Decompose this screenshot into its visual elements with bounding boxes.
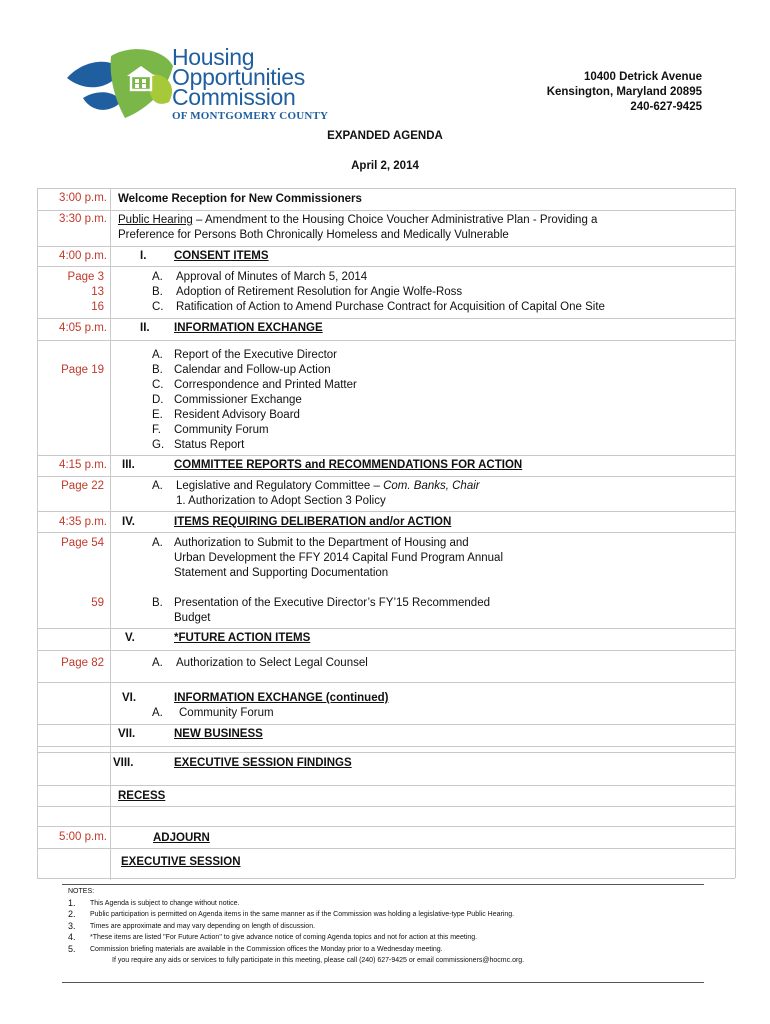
section-items-deliberation: ITEMS REQUIRING DELIBERATION and/or ACTION [174, 516, 452, 528]
notes-bottom-divider [62, 982, 704, 983]
committee-reports-list [152, 479, 480, 509]
row-divider [37, 188, 735, 189]
note-number: 4. [68, 932, 76, 942]
note-text: Public participation is permitted on Agenda items in the same manner as if the Commission was holding a legislative-type Public Hearing. [90, 911, 515, 918]
item-text-main: Legislative and Regulatory Committee – [176, 480, 384, 492]
time-slot: 4:00 p.m. [59, 250, 107, 262]
public-hearing-text: – Amendment to the Housing Choice Voucher Administrative Plan - Providing a [192, 214, 598, 226]
row-divider [37, 455, 735, 456]
page-ref[interactable]: 59 [91, 597, 104, 609]
list-item [152, 378, 357, 393]
item-letter: E. [152, 409, 163, 421]
future-action-list [152, 656, 368, 671]
row-divider [37, 752, 735, 753]
section-number: VI. [122, 692, 137, 704]
column-divider [110, 188, 111, 880]
time-slot: 4:35 p.m. [59, 516, 107, 528]
committee-chair: Com. Banks, Chair [383, 480, 480, 492]
sub-item: 1. Authorization to Adopt Section 3 Policy [176, 495, 386, 507]
item-text-line: Urban Development the FFY 2014 Capital Fund Program Annual [174, 552, 504, 564]
row-divider [37, 826, 735, 827]
row-divider [37, 848, 735, 849]
org-name [172, 44, 329, 122]
section-information-exchange-continued: INFORMATION EXCHANGE (continued) [174, 692, 389, 704]
list-item [152, 706, 274, 721]
item-text [174, 536, 503, 581]
row-divider [37, 476, 735, 477]
page-ref[interactable]: Page 3 [67, 271, 104, 283]
item-letter: A. [152, 349, 163, 361]
section-consent-items: CONSENT ITEMS [174, 250, 269, 262]
notes-divider [62, 884, 704, 885]
row-divider [37, 532, 735, 533]
list-item [152, 596, 490, 626]
list-item [152, 423, 357, 438]
item-text-line: Presentation of the Executive Director’s FY’15 Recommended [174, 597, 490, 609]
item-text-line: Budget [174, 612, 211, 624]
note-text: *These items are listed "For Future Action" to give advance notice of coming Agenda topics and not for action at this meeting. [90, 934, 478, 941]
list-item [152, 438, 357, 453]
list-item [152, 348, 357, 363]
list-item [152, 408, 357, 423]
section-future-action-items: *FUTURE ACTION ITEMS [174, 632, 311, 644]
time-slot: 4:15 p.m. [59, 459, 107, 471]
row-divider [37, 210, 735, 211]
welcome-reception: Welcome Reception for New Commissioners [118, 193, 362, 205]
section-executive-session-findings: EXECUTIVE SESSION FINDINGS [174, 757, 352, 769]
org-county: OF MONTGOMERY COUNTY [172, 110, 329, 122]
item-text: Ratification of Action to Amend Purchase Contract for Acquisition of Capital One Site [176, 301, 605, 313]
contact-info[interactable]: If you require any aids or services to fully participate in this meeting, please call (240) 627-9425 or email commissioners@hocmc.org. [112, 957, 525, 964]
list-item [152, 363, 357, 378]
list-item [152, 479, 480, 494]
item-text-line: Statement and Supporting Documentation [174, 567, 389, 579]
org-line-3: Commission [172, 84, 296, 110]
item-letter: A. [152, 271, 163, 283]
section-number: I. [140, 250, 147, 262]
item-text [174, 596, 490, 626]
page-ref[interactable]: Page 54 [61, 537, 104, 549]
item-text: Resident Advisory Board [174, 409, 300, 421]
item-text: Approval of Minutes of March 5, 2014 [176, 271, 368, 283]
address-street: 10400 Detrick Avenue [583, 71, 702, 83]
logo-lime-leaf [149, 74, 172, 104]
row-divider [37, 318, 735, 319]
row-divider [37, 628, 735, 629]
section-number: III. [122, 459, 135, 471]
item-letter: D. [152, 394, 164, 406]
note-number: 5. [68, 943, 76, 954]
item-letter: A. [152, 707, 163, 719]
note-item [68, 898, 524, 910]
row-divider [37, 682, 735, 683]
list-item [152, 285, 605, 300]
section-committee-reports: COMMITTEE REPORTS and RECOMMENDATIONS FOR ACTION [174, 459, 523, 471]
note-item [68, 944, 524, 956]
note-item [68, 909, 524, 921]
time-slot: 5:00 p.m. [59, 831, 107, 843]
item-text: Calendar and Follow-up Action [174, 364, 331, 376]
section-number: II. [140, 322, 150, 334]
list-item [152, 536, 503, 581]
item-text: Authorization to Select Legal Counsel [176, 657, 368, 669]
adjourn: ADJOURN [153, 832, 210, 844]
page-ref[interactable]: Page 22 [61, 480, 104, 492]
item-letter: C. [152, 379, 164, 391]
item-letter: A. [152, 657, 163, 669]
item-letter: B. [152, 286, 163, 298]
deliberation-item-b [152, 596, 490, 626]
item-text: Community Forum [179, 707, 274, 719]
address-city: Kensington, Maryland 20895 [546, 86, 702, 98]
row-divider [37, 878, 735, 879]
row-divider [37, 806, 735, 807]
page-ref[interactable]: 16 [91, 301, 104, 313]
executive-session: EXECUTIVE SESSION [121, 856, 241, 868]
section-number: VII. [118, 728, 136, 740]
row-divider [37, 746, 735, 747]
item-text: Community Forum [174, 424, 269, 436]
item-text-line: Authorization to Submit to the Department of Housing and [174, 537, 469, 549]
address-phone: 240-627-9425 [630, 101, 702, 113]
page-ref-list [37, 270, 104, 315]
deliberation-item-a [152, 536, 503, 581]
row-divider [37, 266, 735, 267]
public-hearing-label: Public Hearing [118, 214, 193, 226]
item-letter: A. [152, 537, 163, 549]
information-exchange-list [152, 348, 357, 453]
time-slot: 4:05 p.m. [59, 322, 107, 334]
information-exchange-continued-list [152, 706, 274, 721]
note-number: 2. [68, 909, 76, 919]
org-line-1: Housing [172, 44, 255, 70]
recess: RECESS [118, 790, 166, 802]
consent-items-list [152, 270, 605, 315]
public-hearing-text-2: Preference for Persons Both Chronically Homeless and Medically Vulnerable [118, 229, 509, 241]
item-text: Status Report [174, 439, 245, 451]
item-letter: G. [152, 439, 165, 451]
org-line-2: Opportunities [172, 64, 305, 90]
note-text: This Agenda is subject to change without notice. [90, 899, 240, 907]
section-number: V. [125, 632, 135, 644]
item-letter: F. [152, 424, 161, 436]
agenda-date: April 2, 2014 [351, 160, 419, 172]
note-number: 1. [68, 897, 76, 908]
note-number: 3. [68, 920, 76, 931]
table-right-border [735, 188, 736, 878]
note-item [68, 921, 524, 933]
row-divider [37, 511, 735, 512]
row-divider [37, 785, 735, 786]
note-text: Commission briefing materials are available in the Commission offices the Monday prior to a Wednesday meeting. [90, 945, 443, 953]
note-text: Times are approximate and may vary depending on length of discussion. [90, 922, 316, 930]
note-item [68, 932, 524, 944]
time-slot: 3:00 p.m. [59, 192, 107, 204]
item-letter: B. [152, 597, 163, 609]
list-item [152, 270, 605, 285]
item-text: Correspondence and Printed Matter [174, 379, 357, 391]
item-letter: A. [152, 480, 163, 492]
item-text: Adoption of Retirement Resolution for Angie Wolfe-Ross [176, 286, 463, 298]
list-item [152, 393, 357, 408]
item-text: Commissioner Exchange [174, 394, 302, 406]
agenda-title: EXPANDED AGENDA [327, 130, 443, 142]
item-text [176, 479, 480, 494]
page-ref[interactable]: Page 19 [61, 364, 104, 376]
time-slot: 3:30 p.m. [59, 213, 107, 225]
list-item [152, 656, 368, 671]
section-information-exchange: INFORMATION EXCHANGE [174, 322, 323, 334]
public-hearing [118, 213, 718, 243]
section-number: IV. [122, 516, 136, 528]
row-divider [37, 340, 735, 341]
row-divider [37, 724, 735, 725]
notes-block [68, 886, 524, 967]
item-text: Report of the Executive Director [174, 349, 337, 361]
section-new-business: NEW BUSINESS [174, 728, 263, 740]
page-ref[interactable]: 13 [91, 286, 104, 298]
section-number: VIII. [113, 757, 134, 769]
notes-heading: NOTES: [68, 888, 95, 895]
address-block [547, 70, 702, 115]
item-letter: C. [152, 301, 164, 313]
row-divider [37, 650, 735, 651]
list-item [152, 300, 605, 315]
row-divider [37, 246, 735, 247]
page-ref[interactable]: Page 82 [61, 657, 104, 669]
item-letter: B. [152, 364, 163, 376]
